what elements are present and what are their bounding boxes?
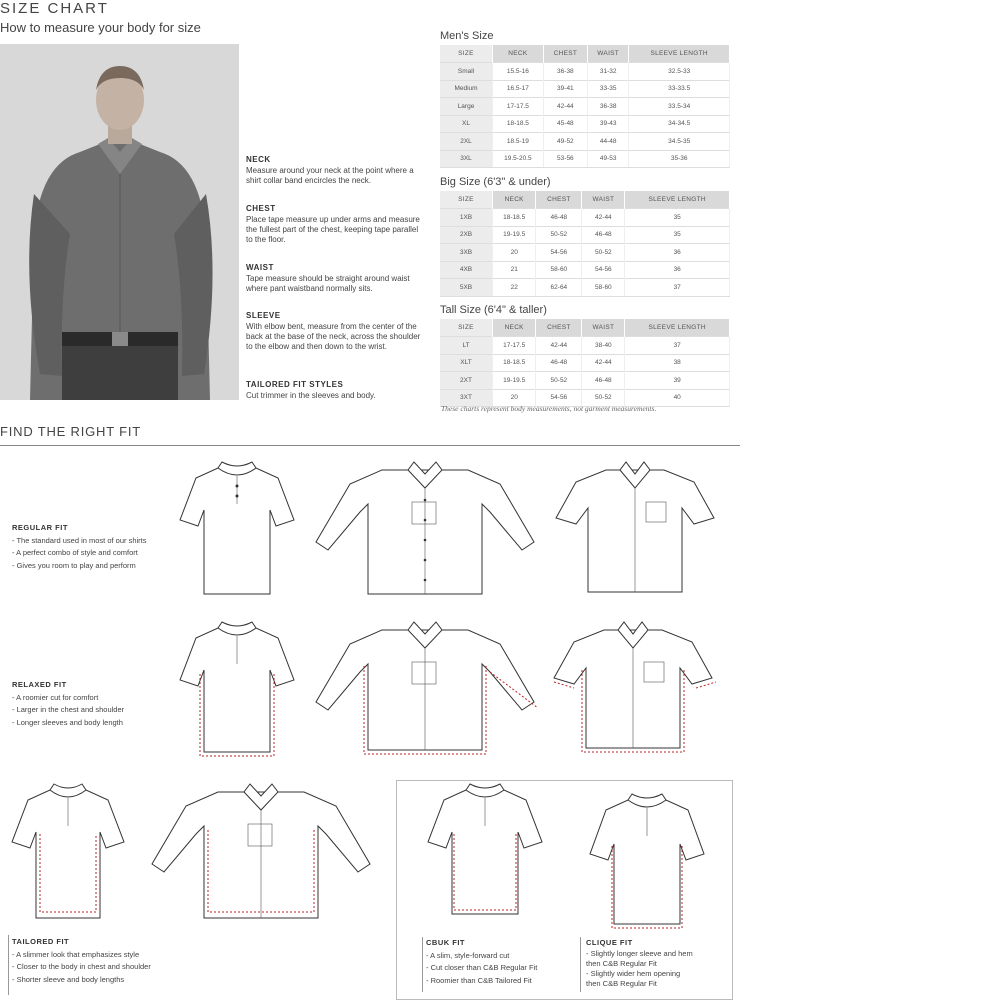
column-header: CHEST <box>536 191 582 209</box>
tailored-dress-shirt-illustration <box>150 782 374 922</box>
table-cell: 40 <box>625 389 730 407</box>
fit-item: - A slimmer look that emphasizes style <box>12 949 140 959</box>
fit-item: - Slightly wider hem opening <box>586 969 681 978</box>
table-cell: 38-40 <box>582 337 625 355</box>
table-cell: 35 <box>625 226 730 244</box>
measure-heading: TAILORED FIT STYLES <box>246 380 344 389</box>
column-header: SIZE <box>440 45 493 63</box>
table-cell: 50-52 <box>536 372 582 390</box>
table-cell: 21 <box>493 261 536 279</box>
table-cell: 50-52 <box>582 389 625 407</box>
table-header-row <box>440 191 730 209</box>
table-cell: 35-36 <box>629 150 730 168</box>
table-cell: 33-33.5 <box>629 80 730 98</box>
table-cell: 34.5-35 <box>629 133 730 151</box>
page-title: SIZE CHART <box>0 0 109 17</box>
column-header: SLEEVE LENGTH <box>625 319 730 337</box>
column-header: SLEEVE LENGTH <box>629 45 730 63</box>
fit-item: - Larger in the chest and shoulder <box>12 705 125 714</box>
mens-size-title: Men's Size <box>440 30 494 42</box>
table-cell: 37 <box>625 279 730 297</box>
table-cell: 20 <box>493 244 536 262</box>
table-cell: 50-52 <box>536 226 582 244</box>
relaxed-fit-text <box>12 679 124 729</box>
table-cell: 39-43 <box>587 115 628 133</box>
table-cell: 46-48 <box>582 372 625 390</box>
table-cell: 35 <box>625 209 730 227</box>
measure-chest <box>246 204 426 245</box>
table-cell: 19-19.5 <box>493 226 536 244</box>
fit-item: then C&B Regular Fit <box>586 979 657 988</box>
table-row <box>440 133 730 151</box>
table-cell: 32.5-33 <box>629 63 730 81</box>
measure-text: Tape measure should be straight around waist where pant waistband normally sits. <box>246 274 410 293</box>
big-size-title: Big Size (6'3" & under) <box>440 176 551 188</box>
table-cell: 54-56 <box>536 389 582 407</box>
table-cell: 2XB <box>440 226 493 244</box>
divider <box>422 937 423 992</box>
fit-item: - A roomier cut for comfort <box>12 692 99 702</box>
table-row <box>440 209 730 227</box>
column-header: WAIST <box>582 191 625 209</box>
clique-polo-shirt-illustration <box>588 792 706 932</box>
table-row <box>440 150 730 168</box>
relaxed-polo-shirt-illustration <box>178 620 296 758</box>
table-cell: 42-44 <box>582 354 625 372</box>
table-row <box>440 372 730 390</box>
table-cell: 18-18.5 <box>493 354 536 372</box>
measure-tailored <box>246 380 426 401</box>
regular-short-sleeve-shirt-illustration <box>554 460 716 596</box>
table-cell: 3XB <box>440 244 493 262</box>
relaxed-dress-shirt-illustration <box>314 620 540 756</box>
table-cell: 37 <box>625 337 730 355</box>
table-cell: 20 <box>493 389 536 407</box>
table-row <box>440 115 730 133</box>
measure-heading: NECK <box>246 155 271 164</box>
table-row <box>440 261 730 279</box>
measure-waist <box>246 263 426 294</box>
measure-heading: CHEST <box>246 204 276 213</box>
measure-text: Cut trimmer in the sleeves and body. <box>246 391 376 400</box>
fit-heading: RELAXED FIT <box>12 680 67 689</box>
table-cell: 36-38 <box>587 98 628 116</box>
table-cell: 36-38 <box>543 63 587 81</box>
table-cell: 2XL <box>440 133 493 151</box>
page-subtitle: How to measure your body for size <box>0 20 201 35</box>
table-cell: 36 <box>625 261 730 279</box>
table-cell: Large <box>440 98 493 116</box>
table-row <box>440 354 730 372</box>
table-cell: 50-52 <box>582 244 625 262</box>
table-row <box>440 337 730 355</box>
fit-item: - Shorter sleeve and body lengths <box>12 974 125 984</box>
table-cell: 58-60 <box>582 279 625 297</box>
table-cell: 49-53 <box>587 150 628 168</box>
fit-heading: CBUK FIT <box>426 938 465 947</box>
column-header: SIZE <box>440 191 493 209</box>
table-row <box>440 63 730 81</box>
table-row <box>440 98 730 116</box>
table-cell: XLT <box>440 354 493 372</box>
table-cell: LT <box>440 337 493 355</box>
fit-item: - Closer to the body in chest and shoulder <box>12 962 151 971</box>
table-cell: 45-48 <box>543 115 587 133</box>
regular-dress-shirt-illustration <box>314 460 536 598</box>
table-cell: 44-48 <box>587 133 628 151</box>
table-header-row <box>440 319 730 337</box>
measure-text: With elbow bent, measure from the center of the back at the base of the neck, across the shoulder to the elbow and then down to the wrist. <box>246 322 421 351</box>
fit-item: - A slim, style-forward cut <box>426 950 510 960</box>
table-note: These charts represent body measurements, not garment measurements. <box>441 404 657 413</box>
measure-text: Measure around your neck at the point where a shirt collar band encircles the neck. <box>246 166 414 185</box>
table-cell: 38 <box>625 354 730 372</box>
divider <box>0 445 740 446</box>
regular-fit-text <box>12 522 147 572</box>
table-cell: 17-17.5 <box>493 337 536 355</box>
fit-item: - Roomier than C&B Tailored Fit <box>426 975 532 985</box>
fit-item: - A perfect combo of style and comfort <box>12 548 138 557</box>
relaxed-short-sleeve-shirt-illustration <box>552 620 718 754</box>
fit-item: - The standard used in most of our shirts <box>12 535 147 545</box>
fit-item: - Gives you room to play and perform <box>12 560 136 570</box>
table-cell: 62-64 <box>536 279 582 297</box>
measure-sleeve <box>246 311 426 352</box>
table-cell: 17-17.5 <box>493 98 544 116</box>
table-cell: 49-52 <box>543 133 587 151</box>
regular-polo-shirt-illustration <box>178 460 296 600</box>
table-cell: 16.5-17 <box>493 80 544 98</box>
clique-fit-text <box>586 937 693 989</box>
cbuk-fit-text <box>426 937 537 987</box>
table-cell: 39-41 <box>543 80 587 98</box>
table-cell: 54-56 <box>536 244 582 262</box>
fit-heading: REGULAR FIT <box>12 523 68 532</box>
tailored-polo-shirt-illustration <box>10 782 126 922</box>
table-cell: 4XB <box>440 261 493 279</box>
table-cell: 36 <box>625 244 730 262</box>
tall-size-table <box>440 319 730 407</box>
table-cell: 33.5-34 <box>629 98 730 116</box>
table-cell: 2XT <box>440 372 493 390</box>
measure-heading: SLEEVE <box>246 311 281 320</box>
fit-item: - Slightly longer sleeve and hem <box>586 949 693 958</box>
divider <box>580 937 581 992</box>
column-header: SIZE <box>440 319 493 337</box>
table-cell: 42-44 <box>543 98 587 116</box>
fit-item: - Longer sleeves and body length <box>12 717 123 727</box>
fit-item: - Cut closer than C&B Regular Fit <box>426 963 538 972</box>
table-cell: XL <box>440 115 493 133</box>
big-size-table <box>440 191 730 297</box>
table-row <box>440 244 730 262</box>
column-header: CHEST <box>536 319 582 337</box>
mens-size-table <box>440 45 730 168</box>
table-cell: 42-44 <box>582 209 625 227</box>
measure-neck <box>246 155 426 186</box>
cbuk-polo-shirt-illustration <box>426 782 544 922</box>
table-cell: 19.5-20.5 <box>493 150 544 168</box>
table-cell: Small <box>440 63 493 81</box>
table-cell: 3XL <box>440 150 493 168</box>
table-cell: 46-48 <box>536 354 582 372</box>
table-row <box>440 279 730 297</box>
table-cell: 22 <box>493 279 536 297</box>
table-cell: 1XB <box>440 209 493 227</box>
table-cell: Medium <box>440 80 493 98</box>
measure-text: Place tape measure up under arms and measure the fullest part of the chest, keeping tape parallel to the floor. <box>246 215 420 244</box>
table-cell: 18.5-19 <box>493 133 544 151</box>
table-cell: 33-35 <box>587 80 628 98</box>
table-cell: 15.5-16 <box>493 63 544 81</box>
column-header: NECK <box>493 319 536 337</box>
column-header: NECK <box>493 45 544 63</box>
table-cell: 19-19.5 <box>493 372 536 390</box>
table-row <box>440 80 730 98</box>
table-cell: 3XT <box>440 389 493 407</box>
table-cell: 18-18.5 <box>493 115 544 133</box>
divider <box>8 935 9 995</box>
table-cell: 58-60 <box>536 261 582 279</box>
table-cell: 18-18.5 <box>493 209 536 227</box>
model-photo <box>0 44 239 400</box>
tailored-fit-text <box>12 936 151 986</box>
column-header: SLEEVE LENGTH <box>625 191 730 209</box>
table-cell: 42-44 <box>536 337 582 355</box>
tall-size-title: Tall Size (6'4" & taller) <box>440 304 547 316</box>
table-cell: 31-32 <box>587 63 628 81</box>
table-header-row <box>440 45 730 63</box>
fit-item: then C&B Regular Fit <box>586 959 657 968</box>
column-header: WAIST <box>587 45 628 63</box>
table-cell: 5XB <box>440 279 493 297</box>
table-cell: 46-48 <box>536 209 582 227</box>
fit-heading: CLIQUE FIT <box>586 938 633 947</box>
measure-heading: WAIST <box>246 263 274 272</box>
table-row <box>440 226 730 244</box>
fit-section-title: FIND THE RIGHT FIT <box>0 424 142 439</box>
table-cell: 39 <box>625 372 730 390</box>
column-header: CHEST <box>543 45 587 63</box>
fit-heading: TAILORED FIT <box>12 937 70 946</box>
table-cell: 54-56 <box>582 261 625 279</box>
column-header: NECK <box>493 191 536 209</box>
column-header: WAIST <box>582 319 625 337</box>
table-cell: 34-34.5 <box>629 115 730 133</box>
table-cell: 46-48 <box>582 226 625 244</box>
table-cell: 53-56 <box>543 150 587 168</box>
